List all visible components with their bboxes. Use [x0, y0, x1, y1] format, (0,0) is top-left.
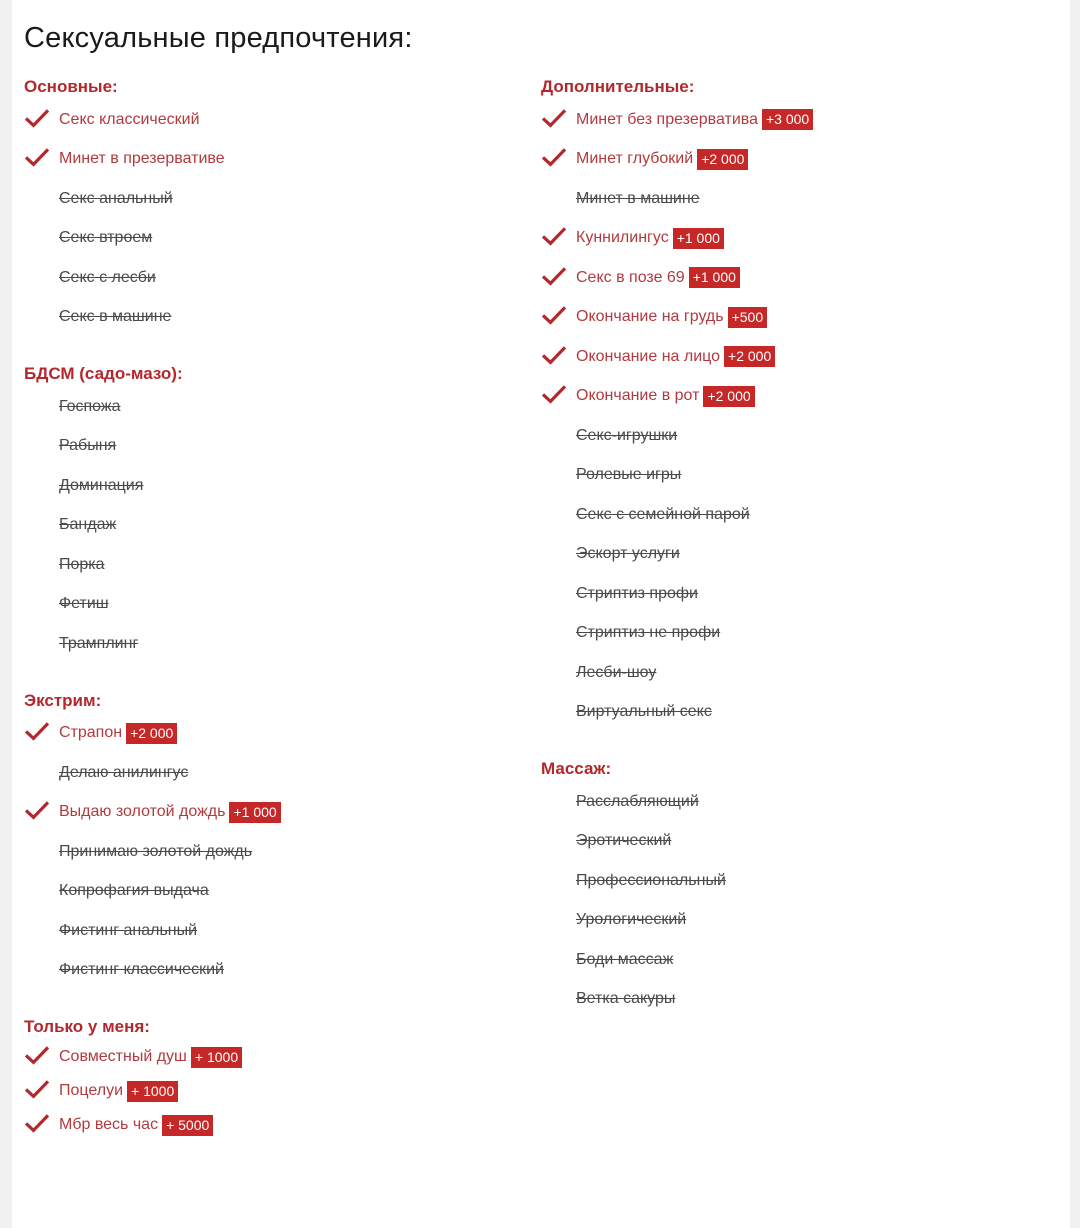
section-heading: Экстрим: [24, 690, 102, 710]
preference-item [24, 585, 281, 625]
checkmark-icon [541, 385, 567, 405]
preference-label: Делаю анилингус [59, 763, 189, 781]
section-heading: Основные: [24, 77, 118, 96]
preference-item [24, 427, 281, 467]
preference-item [24, 545, 281, 585]
checkmark-icon [24, 1113, 50, 1133]
checkmark-icon [541, 148, 567, 168]
price-badge: +2 000 [724, 346, 775, 367]
preference-label: Окончание в рот [576, 387, 700, 405]
preference-label: Копрофагия выдача [59, 882, 209, 900]
preference-label: Секс с семейной парой [576, 505, 750, 523]
checkmark-icon [541, 306, 567, 326]
preference-label: Доминация [59, 476, 144, 494]
price-badge: + 5000 [162, 1115, 213, 1136]
preference-label: Стриптиз не профи [576, 624, 721, 642]
price-badge: +1 000 [673, 228, 724, 249]
preference-item [541, 179, 813, 219]
preference-label: Порка [59, 555, 105, 573]
preference-label: Бандаж [59, 516, 117, 534]
checkmark-icon [24, 1045, 50, 1065]
checkmark-icon [541, 108, 567, 128]
preference-label: Секс с лесби [59, 268, 156, 286]
preference-label: Секс анальный [59, 189, 173, 207]
section-heading: БДСМ (садо-мазо): [24, 364, 183, 383]
price-badge: +1 000 [689, 267, 740, 288]
preference-label: Минет глубокий [576, 150, 694, 168]
preference-item [541, 940, 813, 980]
price-badge: + 1000 [191, 1047, 242, 1068]
preference-item [541, 693, 813, 733]
preference-item [541, 377, 813, 417]
preference-item [24, 872, 281, 912]
preference-label: Виртуальный секс [576, 703, 712, 721]
preference-item [24, 793, 281, 833]
checkmark-icon [24, 148, 50, 168]
preference-item [24, 1074, 281, 1108]
preference-item [24, 1108, 281, 1142]
preference-label: Госпожа [59, 397, 121, 415]
preference-label: Боди массаж [576, 950, 674, 968]
preference-label: Урологический [576, 911, 687, 929]
preference-item [24, 624, 281, 664]
preference-label: Окончание на грудь [576, 308, 724, 326]
preference-item [541, 980, 813, 1020]
preference-item [541, 574, 813, 614]
preference-label: Страпон [59, 724, 123, 742]
preference-item [24, 753, 281, 793]
preference-label: Поцелуи [59, 1082, 124, 1099]
preference-label: Фистинг анальный [59, 921, 198, 939]
preference-label: Эротический [576, 832, 672, 850]
right-column [541, 76, 813, 1045]
preference-section [24, 76, 281, 337]
preference-label: Трамплинг [59, 634, 139, 652]
preference-item [541, 456, 813, 496]
preference-label: Минет в презервативе [59, 150, 225, 168]
preference-section [541, 76, 813, 732]
preference-label: Рабыня [59, 437, 117, 455]
checkmark-icon [541, 345, 567, 365]
preference-item [24, 911, 281, 951]
checkmark-icon [541, 266, 567, 286]
preference-item [24, 466, 281, 506]
section-heading: Дополнительные: [541, 77, 695, 96]
preference-label: Ветка сакуры [576, 990, 676, 1008]
preference-label: Лесби-шоу [576, 663, 657, 681]
preference-item [541, 337, 813, 377]
page-title: Сексуальные предпочтения: [24, 22, 413, 54]
preference-item [541, 782, 813, 822]
preference-item [24, 1040, 281, 1074]
preference-item [24, 951, 281, 991]
preference-label: Принимаю золотой дождь [59, 842, 253, 860]
preference-label: Секс-игрушки [576, 426, 678, 444]
preference-item [24, 714, 281, 754]
preference-section [24, 363, 281, 664]
price-badge: + 1000 [127, 1081, 178, 1102]
preference-item [24, 219, 281, 259]
preference-label: Окончание на лицо [576, 347, 721, 365]
preference-label: Секс втроем [59, 229, 153, 247]
preference-item [541, 614, 813, 654]
preference-label: Фистинг классический [59, 961, 224, 979]
price-badge: +500 [728, 307, 768, 328]
preference-item [541, 100, 813, 140]
preference-section [24, 690, 281, 991]
checkmark-icon [24, 722, 50, 742]
preference-label: Секс в позе 69 [576, 268, 685, 286]
preference-label: Минет в машине [576, 189, 700, 207]
preference-item [24, 506, 281, 546]
preference-item [24, 140, 281, 180]
preference-label: Расслабляющий [576, 792, 699, 810]
preference-item [541, 901, 813, 941]
preference-item [541, 861, 813, 901]
preference-label: Ролевые игры [576, 466, 682, 484]
checkmark-icon [24, 1079, 50, 1099]
checkmark-icon [24, 801, 50, 821]
preference-item [541, 219, 813, 259]
preference-item [541, 822, 813, 862]
preference-section [24, 1016, 281, 1142]
preference-label: Выдаю золотой дождь [59, 803, 226, 821]
price-badge: +1 000 [229, 802, 280, 823]
preference-item [24, 298, 281, 338]
preference-label: Секс классический [59, 110, 200, 128]
preference-item [24, 258, 281, 298]
left-column [24, 76, 281, 1168]
preference-label: Совместный душ [59, 1048, 187, 1065]
price-badge: +3 000 [762, 109, 813, 130]
preferences-card [12, 0, 1070, 1228]
preference-label: Минет без презерватива [576, 110, 758, 128]
price-badge: +2 000 [126, 723, 177, 744]
preference-item [541, 258, 813, 298]
preference-label: Фетиш [59, 595, 109, 613]
price-badge: +2 000 [697, 149, 748, 170]
preference-label: Эскорт услуги [576, 545, 680, 563]
preference-item [541, 535, 813, 575]
preference-item [541, 140, 813, 180]
preference-item [24, 387, 281, 427]
preference-label: Стриптиз профи [576, 584, 698, 602]
preference-item [541, 298, 813, 338]
section-heading: Массаж: [541, 759, 612, 778]
preference-item [541, 416, 813, 456]
preference-section [541, 758, 813, 1019]
preference-item [24, 179, 281, 219]
price-badge: +2 000 [703, 386, 754, 407]
preference-item [541, 495, 813, 535]
checkmark-icon [541, 227, 567, 247]
checkmark-icon [24, 108, 50, 128]
preference-item [541, 653, 813, 693]
preference-item [24, 100, 281, 140]
preference-label: Мбр весь час [59, 1116, 159, 1133]
preference-label: Секс в машине [59, 308, 172, 326]
preference-item [24, 832, 281, 872]
section-heading: Только у меня: [24, 1017, 150, 1036]
preference-label: Куннилингус [576, 229, 669, 247]
preference-label: Профессиональный [576, 871, 726, 889]
